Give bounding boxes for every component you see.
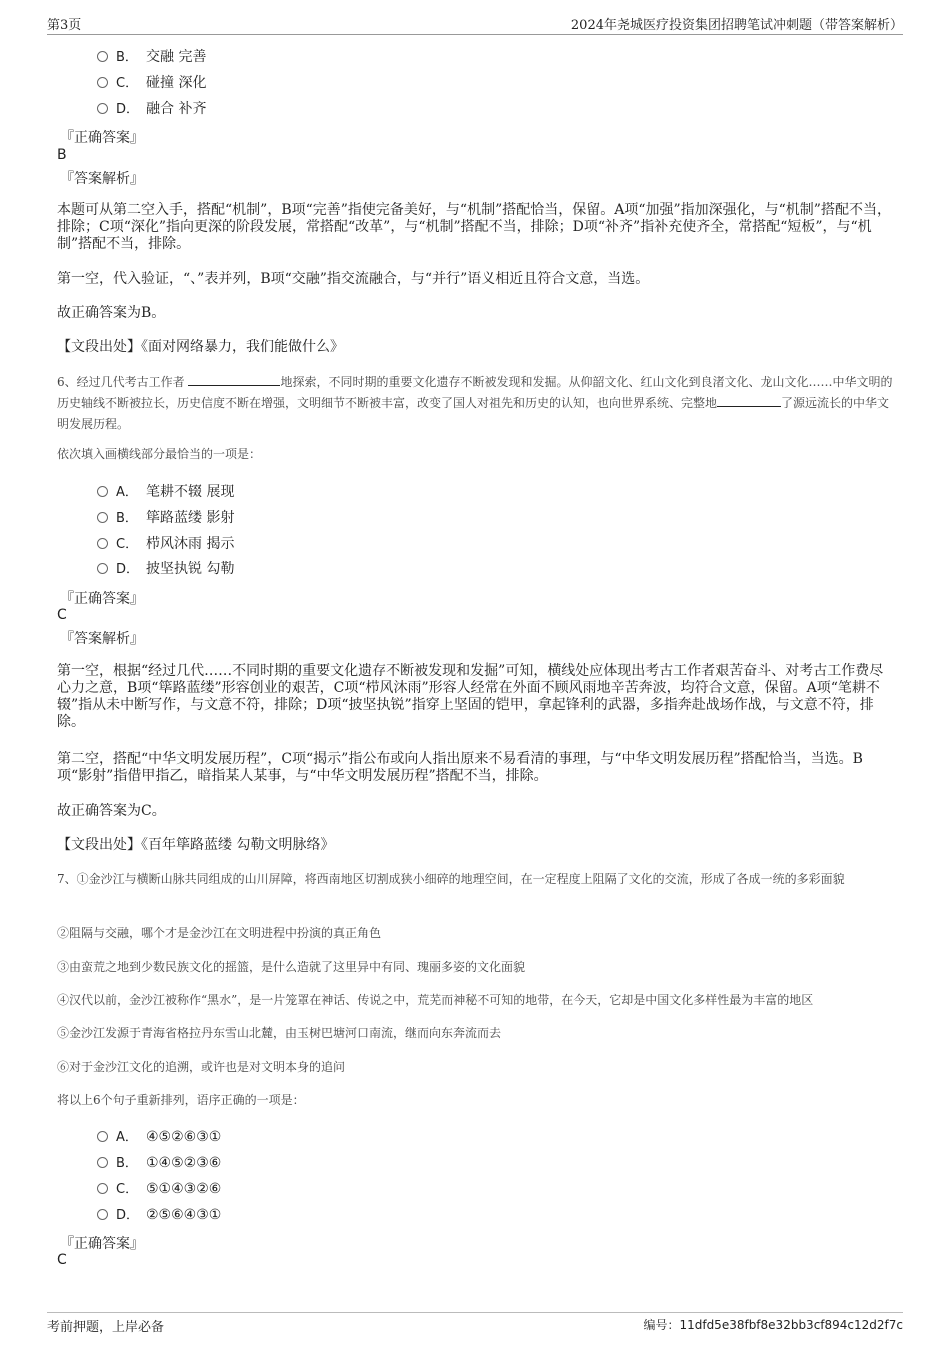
radio-icon[interactable] xyxy=(97,538,108,549)
analysis-paragraph: 第一空，代入验证，“、”表并列，B项“交融”指交流融合，与“并行”语义相近且符合文意，当选。 xyxy=(57,271,650,287)
page-header xyxy=(47,14,903,35)
sentence-1: 7、①金沙江与横断山脉共同组成的山川屏障，将西南地区切割成狭小细碎的地理空间，在一定程度上阻隔了文化的交流，形成了各成一统的多彩面貌 xyxy=(57,872,845,886)
analysis-paragraph: 本题可从第二空入手，搭配“机制”，B项“完善”指使完备美好，与“机制”搭配恰当，保留。A项“加强”指加深强化，与“机制”搭配不当，排除；C项“深化”指向更深的阶段发展，常搭配“改革”，与“机制”搭配不当，排除；D项“补齐”指补充使齐全，常搭配“短板”，与“机制”搭配不当，排除。 xyxy=(57,202,891,252)
blank-line xyxy=(188,374,280,386)
answer-value: C xyxy=(57,607,67,623)
answer-heading: 『正确答案』 xyxy=(60,591,144,607)
radio-icon[interactable] xyxy=(97,103,108,114)
source-citation: 【文段出处】《百年筚路蓝缕 勾勒文明脉络》 xyxy=(57,837,335,853)
analysis-conclusion: 故正确答案为C。 xyxy=(57,803,166,819)
analysis-paragraph: 第一空，根据“经过几代……不同时期的重要文化遗存不断被发现和发掘”可知，横线处应体现出考古工作者艰苦奋斗、对考古工作费尽心力之意，B项“筚路蓝缕”形容创业的艰苦，C项“栉风沐雨”形容人经常在外面不顾风雨地辛苦奔波，均符合文意，保留。A项“笔耕不辍”指从未中断写作，与文意不符，排除；D项“披坚执锐”指穿上坚固的铠甲，拿起锋利的武器，多指奔赴战场作战，与文意不符，排除。 xyxy=(57,663,884,730)
document-title: 2024年尧城医疗投资集团招聘笔试冲刺题（带答案解析） xyxy=(570,18,903,33)
page-footer xyxy=(47,1312,903,1335)
radio-icon[interactable] xyxy=(97,563,108,574)
sentence-5: ⑤金沙江发源于青海省格拉丹东雪山北麓，由玉树巴塘河口南流，继而向东奔流而去 xyxy=(57,1026,502,1040)
footer-slogan: 考前押题，上岸必备 xyxy=(47,1320,165,1335)
radio-icon[interactable] xyxy=(97,1131,108,1142)
radio-icon[interactable] xyxy=(97,1157,108,1168)
source-citation: 【文段出处】《面对网络暴力，我们能做什么》 xyxy=(57,339,344,355)
sentence-6: ⑥对于金沙江文化的追溯，或许也是对文明本身的追问 xyxy=(57,1060,346,1074)
option-c[interactable]: C． 栉风沐雨 揭示 xyxy=(97,534,234,554)
radio-icon[interactable] xyxy=(97,1183,108,1194)
question-prompt: 将以上6个句子重新排列，语序正确的一项是： xyxy=(57,1093,305,1107)
answer-heading: 『正确答案』 xyxy=(60,130,144,146)
document-id: 编号：11dfd5e38fbf8e32bb3cf894c12d2f7c xyxy=(643,1318,903,1332)
answer-heading: 『正确答案』 xyxy=(60,1236,144,1252)
radio-icon[interactable] xyxy=(97,51,108,62)
question-prompt: 依次填入画横线部分最恰当的一项是： xyxy=(57,447,262,461)
answer-value: B xyxy=(57,147,67,163)
option-d[interactable]: D． 披坚执锐 勾勒 xyxy=(97,559,234,579)
sentence-2: ②阻隔与交融，哪个才是金沙江在文明进程中扮演的真正角色 xyxy=(57,926,382,940)
radio-icon[interactable] xyxy=(97,486,108,497)
option-b[interactable]: B． 交融 完善 xyxy=(97,47,206,67)
analysis-heading: 『答案解析』 xyxy=(60,171,144,187)
sentence-3: ③由蛮荒之地到少数民族文化的摇篮，是什么造就了这里异中有同、瑰丽多姿的文化面貌 xyxy=(57,960,526,974)
option-c[interactable]: C． ⑤①④③②⑥ xyxy=(97,1179,221,1199)
option-c[interactable]: C． 碰撞 深化 xyxy=(97,73,206,93)
option-a[interactable]: A． 笔耕不辍 展现 xyxy=(97,482,234,502)
analysis-paragraph: 第二空，搭配“中华文明发展历程”，C项“揭示”指公布或向人指出原来不易看清的事理，与“中华文明发展历程”搭配恰当，当选。B项“影射”指借甲指乙，暗指某人某事，与“中华文明发展历程”搭配不当，排除。 xyxy=(57,751,863,784)
option-b[interactable]: B． 筚路蓝缕 影射 xyxy=(97,508,234,528)
page-number: 第3页 xyxy=(47,18,82,33)
option-a[interactable]: A． ④⑤②⑥③① xyxy=(97,1127,221,1147)
option-d[interactable]: D． 融合 补齐 xyxy=(97,99,206,119)
answer-value: C xyxy=(57,1252,67,1268)
question-stem: 6、经过几代考古工作者 地探索，不同时期的重要文化遗存不断被发现和发掘。从仰韶文化、红山文化到良渚文化、龙山文化……中华文明的历史轴线不断被拉长，历史信度不断在增强，文明细节不断被丰富，改变了国人对祖先和历史的认知，也向世界系统、完整地 了源远流长的中华文明发展历程。 xyxy=(57,375,893,431)
radio-icon[interactable] xyxy=(97,77,108,88)
sentence-4: ④汉代以前，金沙江被称作“黑水”，是一片笼罩在神话、传说之中，荒芜而神秘不可知的地带，在今天，它却是中国文化多样性最为丰富的地区 xyxy=(57,993,814,1007)
blank-line xyxy=(717,395,781,407)
option-b[interactable]: B． ①④⑤②③⑥ xyxy=(97,1153,221,1173)
radio-icon[interactable] xyxy=(97,1209,108,1220)
option-d[interactable]: D． ②⑤⑥④③① xyxy=(97,1205,221,1225)
analysis-heading: 『答案解析』 xyxy=(60,631,144,647)
analysis-conclusion: 故正确答案为B。 xyxy=(57,305,166,321)
radio-icon[interactable] xyxy=(97,512,108,523)
